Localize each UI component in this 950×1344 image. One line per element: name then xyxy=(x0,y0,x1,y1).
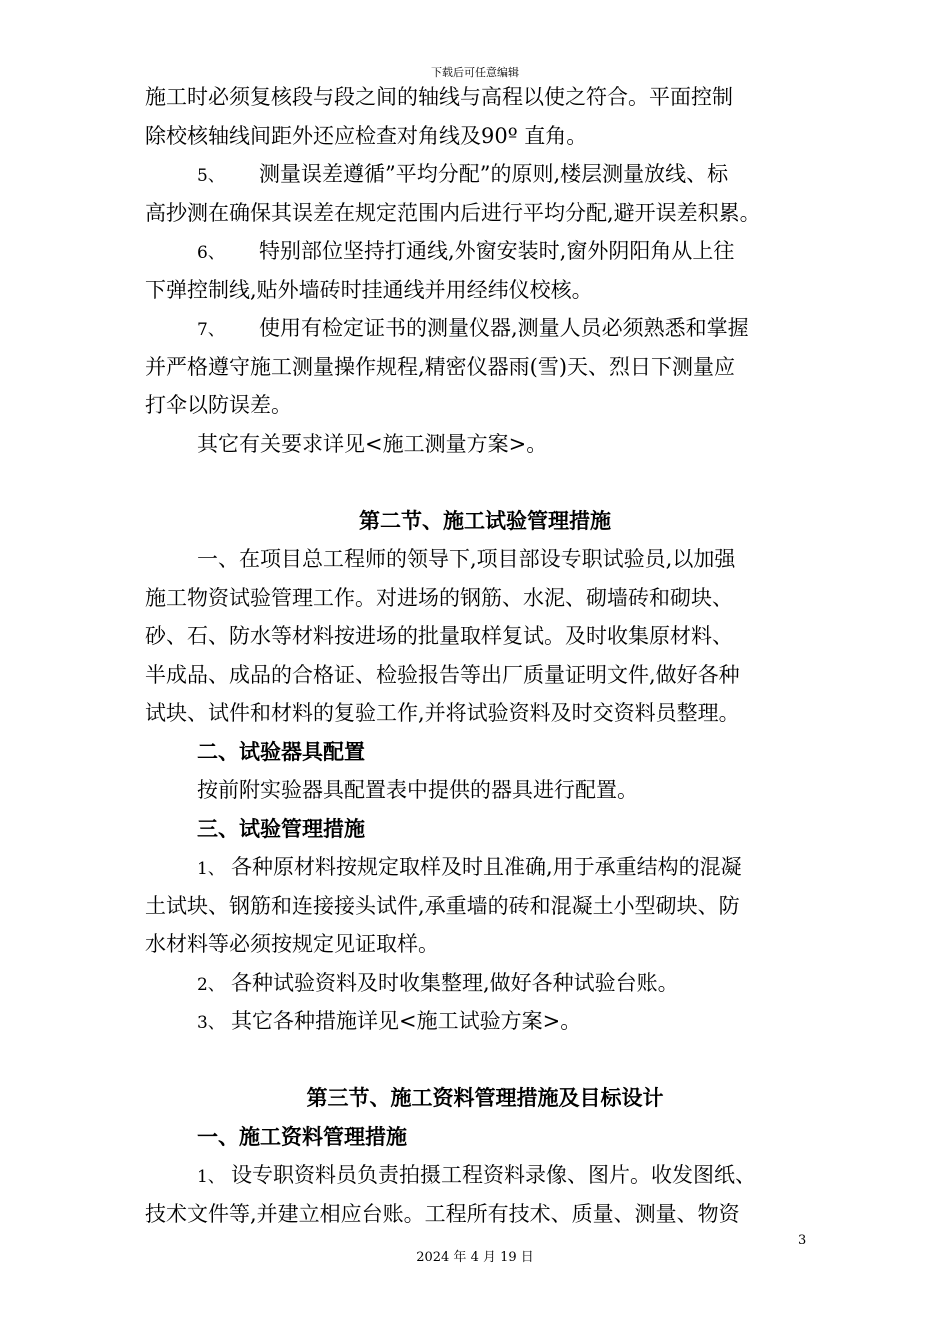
list-item-2 xyxy=(145,964,825,1003)
paragraph-line: 土试块、钢筋和连接接头试件,承重墙的砖和混凝土小型砌块、防 xyxy=(145,893,740,918)
subsection-heading: 二、试验器具配置 xyxy=(197,738,365,764)
paragraph-line: 高抄测在确保其误差在规定范围内后进行平均分配,避开误差积累。 xyxy=(145,200,761,225)
list-number: 3、 xyxy=(197,1013,225,1033)
list-item-1 xyxy=(145,848,825,887)
subsection-heading: 一、施工资料管理措施 xyxy=(197,1123,407,1149)
list-item-5 xyxy=(145,155,825,194)
list-text: 测量误差遵循”平均分配”的原则,楼层测量放线、标 xyxy=(259,162,729,186)
list-item-6 xyxy=(145,232,825,271)
list-item-7 xyxy=(145,309,825,348)
paragraph-line: 除校核轴线间距外还应检查对角线及90º 直角。 xyxy=(145,123,588,148)
list-number: 6、 xyxy=(197,243,225,263)
paragraph-line: 其它有关要求详见<施工测量方案>。 xyxy=(197,431,548,456)
paragraph-line: 技术文件等,并建立相应台账。工程所有技术、质量、测量、物资 xyxy=(145,1201,740,1226)
paragraph-line: 水材料等必须按规定见证取样。 xyxy=(145,932,439,956)
list-number: 2、 xyxy=(197,974,225,995)
paragraph-line: 并严格遵守施工测量操作规程,精密仪器雨(雪)天、烈日下测量应 xyxy=(145,354,736,379)
paragraph-line: 施工时必须复核段与段之间的轴线与高程以使之符合。平面控制 xyxy=(145,85,733,109)
spacer xyxy=(145,1041,825,1080)
list-text: 各种试验资料及时收集整理,做好各种试验台账。 xyxy=(231,970,679,995)
list-number: 7、 xyxy=(197,320,225,340)
paragraph-line: 半成品、成品的合格证、检验报告等出厂质量证明文件,做好各种 xyxy=(145,662,740,687)
page-number: 3 xyxy=(798,1233,807,1248)
list-text: 特别部位坚持打通线,外窗安装时,窗外阴阳角从上往 xyxy=(259,239,735,263)
header-note: 下载后可任意编辑 xyxy=(431,66,519,79)
list-number: 1、 xyxy=(197,1167,225,1187)
list-text: 各种原材料按规定取样及时且准确,用于承重结构的混凝 xyxy=(231,855,742,879)
spacer xyxy=(145,463,825,502)
list-item-1 xyxy=(145,1156,825,1195)
footer-date: 2024 年 4 月 19 日 xyxy=(416,1250,534,1265)
paragraph-line: 施工物资试验管理工作。对进场的钢筋、水泥、砌墙砖和砌块、 xyxy=(145,585,733,610)
paragraph-line: 打伞以防误差。 xyxy=(145,393,292,417)
list-text: 其它各种措施详见<施工试验方案>。 xyxy=(231,1009,582,1033)
list-number: 1、 xyxy=(197,859,225,879)
list-item-3 xyxy=(145,1002,825,1041)
list-text: 使用有检定证书的测量仪器,测量人员必须熟悉和掌握 xyxy=(259,316,749,340)
list-text: 设专职资料员负责拍摄工程资料录像、图片。收发图纸、 xyxy=(231,1163,756,1187)
paragraph-line: 按前附实验器具配置表中提供的器具进行配置。 xyxy=(197,778,638,802)
paragraph-line: 试块、试件和材料的复验工作,并将试验资料及时交资料员整理。 xyxy=(145,701,740,725)
paragraph-line: 下弹控制线,贴外墙砖时挂通线并用经纬仪校核。 xyxy=(145,277,593,302)
paragraph-line: 砂、石、防水等材料按进场的批量取样复试。及时收集原材料、 xyxy=(145,624,733,648)
section-heading: 第二节、施工试验管理措施 xyxy=(359,507,611,533)
list-number: 5、 xyxy=(197,166,225,186)
paragraph-line: 一、在项目总工程师的领导下,项目部设专职试验员,以加强 xyxy=(197,547,736,571)
section-heading: 第三节、施工资料管理措施及目标设计 xyxy=(306,1085,664,1110)
body-text xyxy=(145,78,825,1233)
subsection-heading: 三、试验管理措施 xyxy=(197,815,365,841)
